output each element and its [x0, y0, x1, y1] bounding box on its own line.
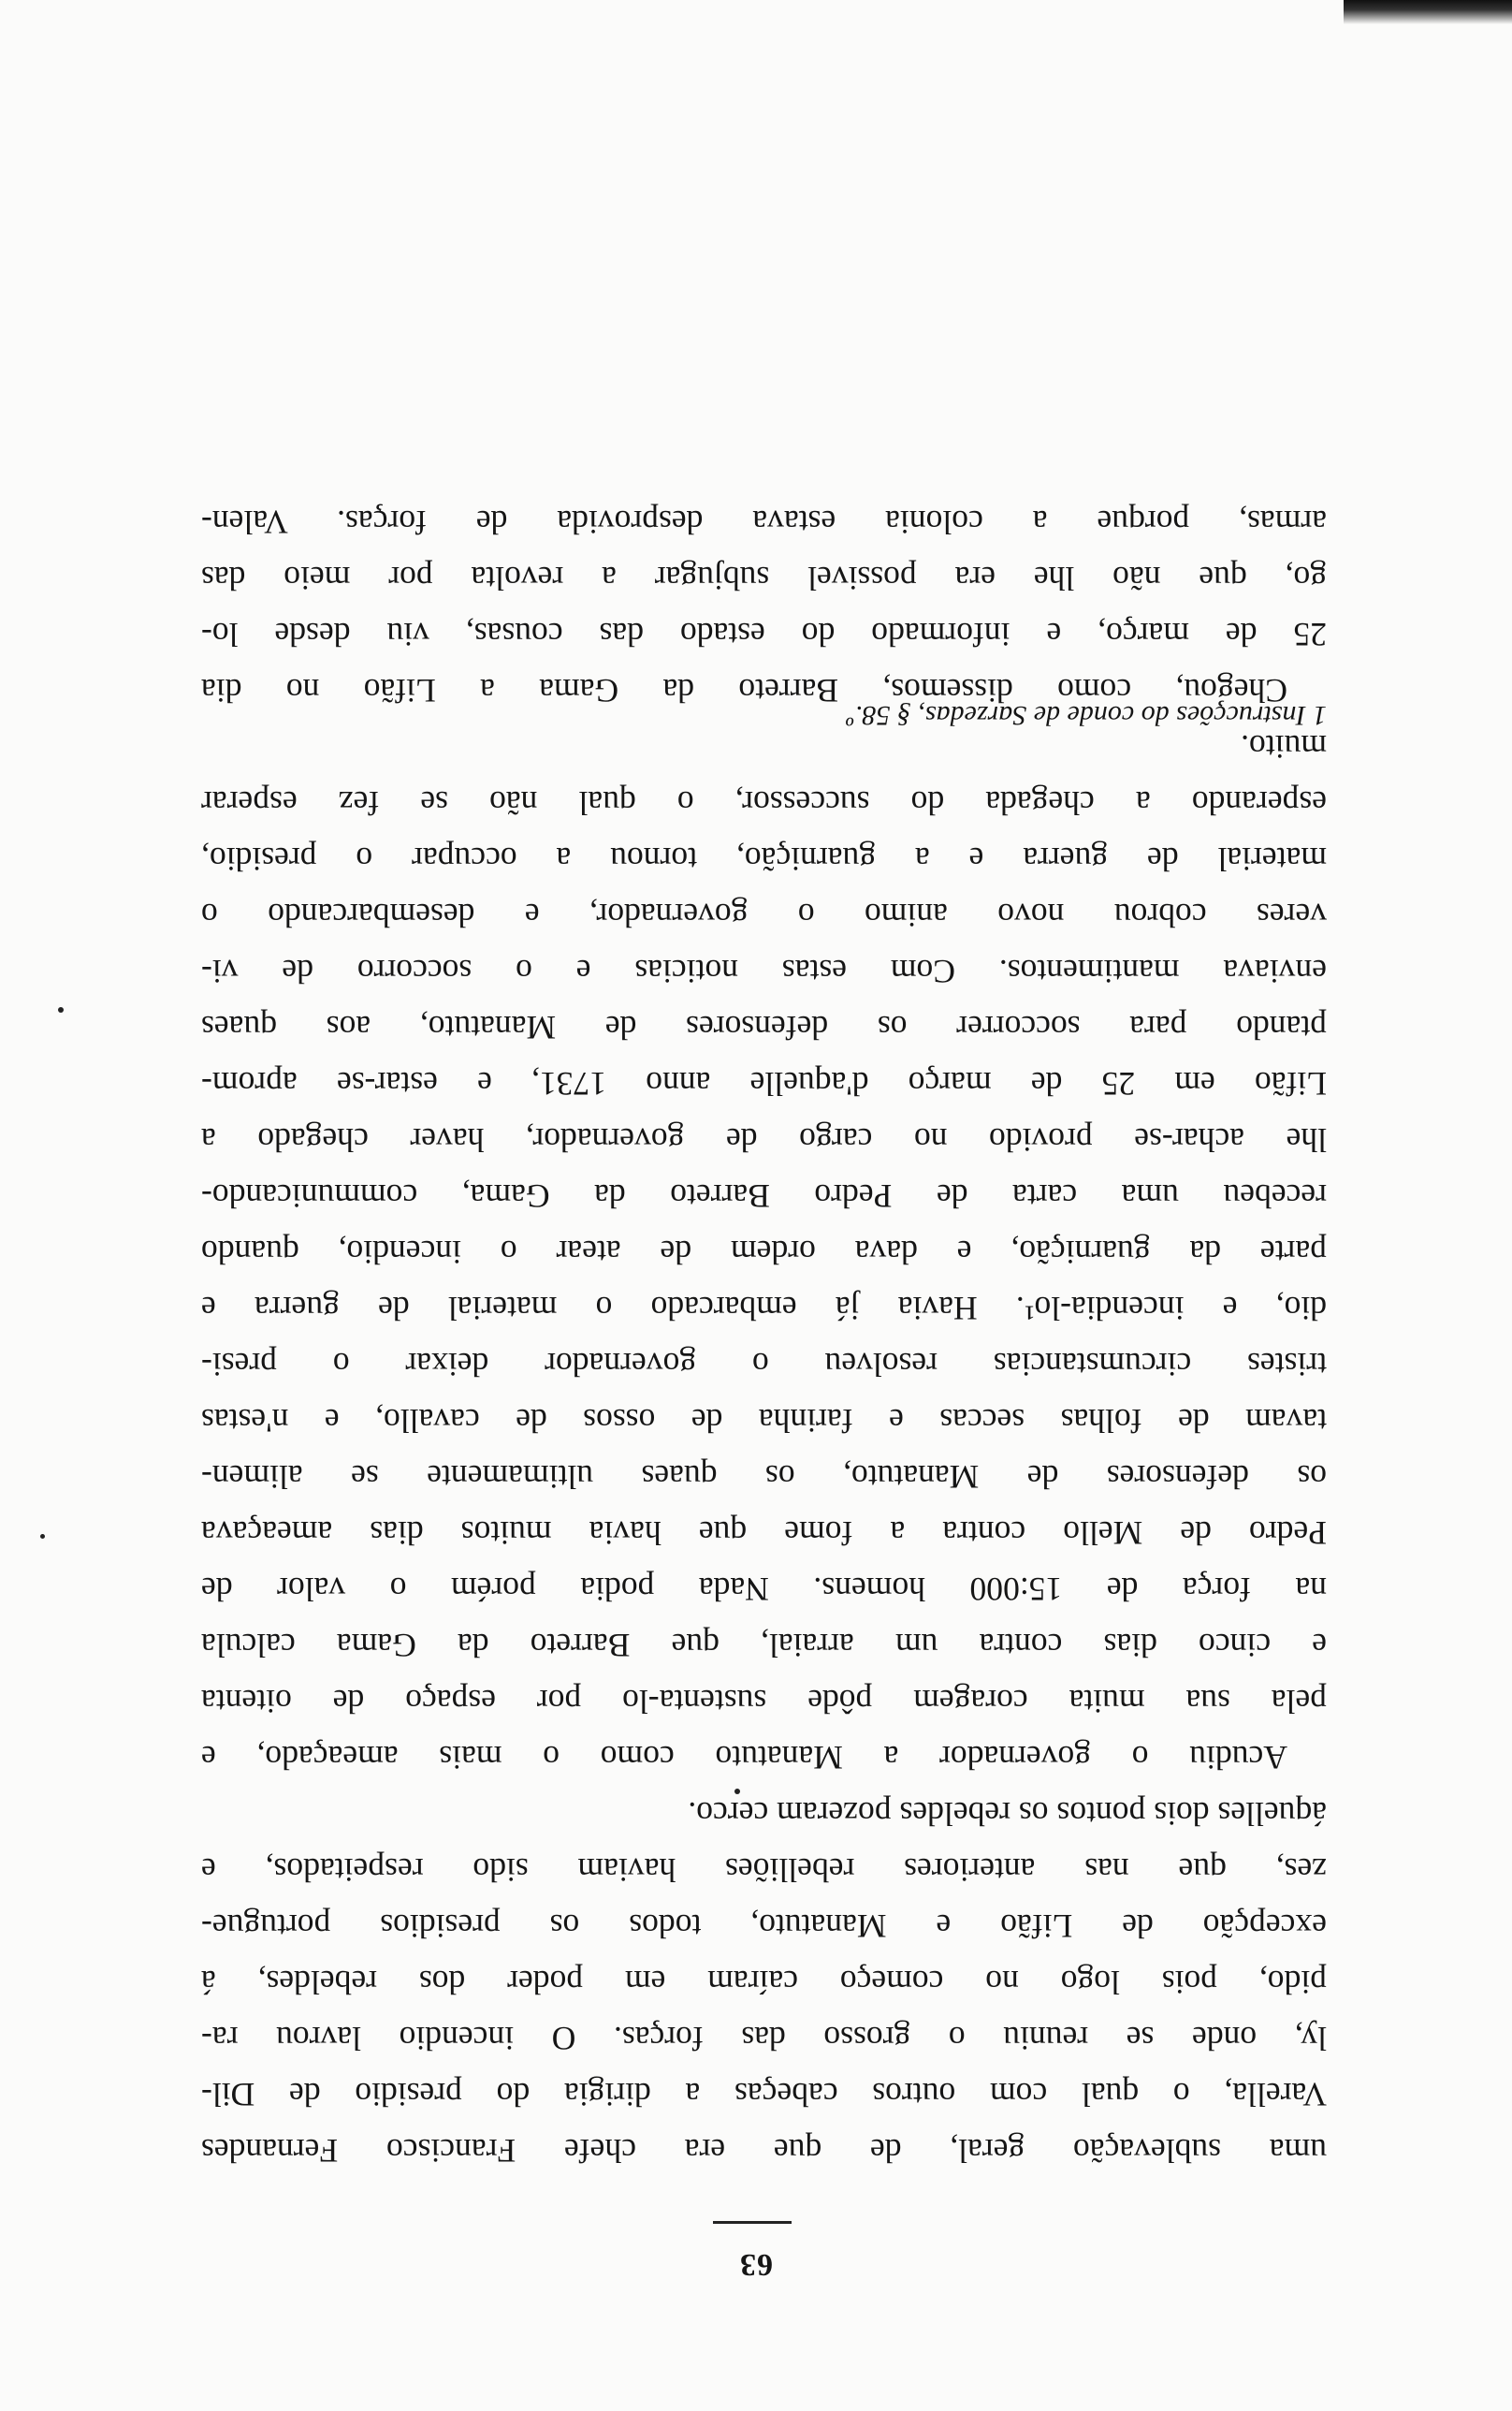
text-line: 25 de março, e informado do estado das cousas, viu desde lo- [201, 616, 1327, 653]
text-line: muito. [1241, 728, 1327, 766]
text-line: Acudiu o governador a Manatuto como o mais ameaçado, e [201, 1739, 1287, 1776]
text-line: Pedro de Mello contra a fome que havia muitos dias ameaçava [201, 1514, 1327, 1552]
text-line: ptando para soccorrer os defensores de Manatuto, aos quaes [201, 1009, 1327, 1046]
text-line: dio, e incendia-lo¹. Havia já embarcado o material de guerra e [201, 1290, 1327, 1327]
text-line: os defensores de Manatuto, os quaes ultimamente se alimen- [201, 1458, 1327, 1496]
text-line: esperando a chegada do successor, o qual não se fez esperar [201, 784, 1327, 822]
text-line: veres cobrou novo animo o governador, e desembarcando o [201, 897, 1327, 934]
text-line: uma sublevação geral, de que era chefe Francisco Fernandes [201, 2132, 1327, 2170]
body-text [201, 494, 1327, 2179]
scan-edge-shadow [1344, 0, 1512, 24]
text-line: Chegou, como dissemos, Barreto da Gama a Lifão no dia [201, 672, 1287, 709]
text-line: recebeu uma carta de Pedro Barreto da Gama, communicando- [201, 1177, 1327, 1215]
text-line: zes, que nas anteriores rebelliões haviam sido respeitados, e [201, 1851, 1327, 1889]
scan-speck [734, 1789, 740, 1794]
text-line: Lifão em 25 de março d'aquelle anno 1731, e estar-se aprom- [201, 1065, 1327, 1103]
page-number: 63 [739, 2247, 773, 2282]
text-line: pela sua muita coragem pôde sustenta-lo por espaço de oitenta [201, 1683, 1327, 1720]
header-rule [713, 2221, 792, 2224]
text-line: na força de 15:000 homens. Nada podia porém o valor de [201, 1571, 1327, 1608]
text-line: Varella, o qual com outros cabeças a dirigia do presidio de Dil- [201, 2076, 1327, 2113]
text-line: parte da guarnição, e dava ordem de atear o incendio, quando [201, 1234, 1327, 1271]
text-line: áquelles dois pontos os rebeldes pozeram cerco. [688, 1795, 1327, 1833]
text-line: ly, onde se reuniu o grosso das forças. O incendio lavrou ra- [201, 2020, 1327, 2057]
text-line: e cinco dias contra um arraial, que Barreto da Gama calcula [201, 1627, 1327, 1664]
text-line: armas, porque a colonia estava desprovida de forças. Valen- [201, 504, 1327, 541]
text-line: enviava mantimentos. Com estas noticias e o soccorro de vi- [201, 953, 1327, 990]
scan-speck [58, 1007, 64, 1013]
text-line: material de guerra e a guarnição, tornou a occupar o presidio, [201, 840, 1327, 878]
text-line: lhe achar-se provido no cargo de governador, haver chegado a [201, 1121, 1327, 1159]
text-line: tristes circumstancias resolveu o governador deixar o presi- [201, 1346, 1327, 1383]
footnote: 1 Instrucções do conde de Sarzedas, § 58.º [846, 700, 1327, 731]
text-line: pido, pois logo no começo caíram em poder dos rebeldes, á [201, 1964, 1327, 2001]
scan-speck [40, 1534, 45, 1539]
text-line: tavam de folhas seccas e farinha de ossos de cavallo, e n'estas [201, 1402, 1327, 1439]
text-line: excepção de Lifão e Manatuto, todos os presidios portugue- [201, 1907, 1327, 1945]
text-line: go, que não lhe era possivel subjugar a revolta por meio das [201, 560, 1327, 597]
